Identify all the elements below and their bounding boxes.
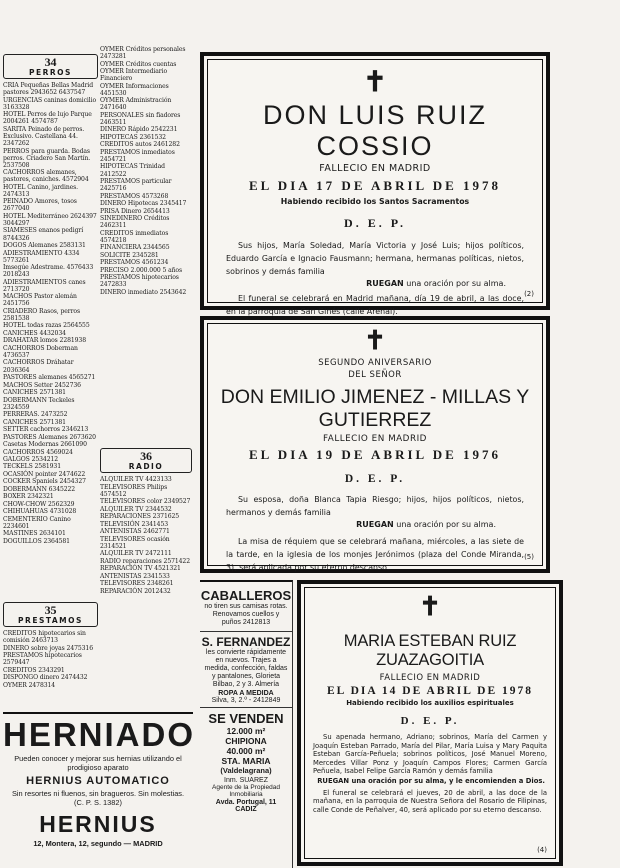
- classifieds-column-2: [100, 46, 192, 444]
- classified-item: PRESTAMOS hipotecarios 2579447: [3, 652, 82, 667]
- sacraments: Habiendo recibido los auxilios espirituales: [346, 699, 514, 707]
- anniversary: SEGUNDO ANIVERSARIO: [318, 358, 432, 368]
- family-list: Sus hijos, María Soledad, María Victoria y José Luis; hijos políticos, Eduardo García e Ignacio Fausmann; hermana, hermanas políticas, nietos, sobrinos y demás familia: [226, 241, 524, 276]
- classified-item: DRAHATAR lomos 2281938: [3, 337, 86, 345]
- dep: D. E. P.: [344, 473, 406, 485]
- section-number: 36: [140, 449, 152, 463]
- classified-item: CANICHES 2571381: [3, 418, 66, 426]
- classified-list-prestamos: [3, 630, 98, 689]
- ad-code: (5): [524, 553, 534, 561]
- deceased-name: MARIA ESTEBAN RUIZ ZUAZAGOITIA: [343, 632, 517, 669]
- classified-item: SINEDINERO Créditos 2462311: [100, 215, 170, 230]
- classified-item: ADIESTRAMIENTO 4334 5773261: [3, 249, 80, 264]
- ad-headline: HERNIADO: [3, 716, 196, 753]
- classified-item: TELEVISORES ocasión 2314521: [100, 535, 170, 550]
- died-in: FALLECIO EN MADRID: [379, 673, 481, 683]
- ruegan-bold: RUEGAN: [356, 520, 394, 529]
- classified-item: PRESTAMOS inmediatos 2454721: [100, 148, 175, 163]
- sacraments: Habiendo recibido los Santos Sacramentos: [280, 197, 470, 206]
- classified-item: ANTENISTAS 2462771: [100, 528, 170, 536]
- hernius-ad: [3, 712, 196, 868]
- funeral-text: El funeral se celebrará el jueves, 20 de abril, a las doce de la mañana, en la parroquia de Nuestra Señora del Rosario de Filipinas, calle Conde de Peñalver, 40, será aplicado por su eterno descanso.: [313, 788, 547, 814]
- classified-item: PASTORES Alemanes 2673620: [3, 433, 96, 441]
- died-in: FALLECIO EN MADRID: [323, 434, 427, 444]
- classified-item: TECKELS 2581931: [3, 463, 61, 471]
- classified-item: ALQUILER TV 2344532: [100, 505, 172, 513]
- classified-item: PRESTAMOS 4573268: [100, 192, 169, 200]
- classified-item: PEINADO Amores, tosos 2677040: [3, 198, 77, 213]
- classified-item: HOTEL Perros de lujo Parque 2004261 4574787: [3, 111, 92, 126]
- venden-area-1: 12.000 m²: [226, 725, 266, 736]
- cross-icon: ✝: [364, 326, 386, 356]
- classified-item: Casetas Modernas 2661090: [3, 441, 87, 449]
- classified-item: HOTEL Mediterráneo 2624397 3044297: [3, 212, 97, 227]
- classified-item: PRESTAMOS 4561234: [100, 259, 169, 267]
- ad-text-2: Sin resortes ni fluenos, sin bragueros. Sin molestias. (C. P. S. 1382): [11, 789, 185, 807]
- venden-title: SE VENDEN: [208, 710, 284, 726]
- classified-item: MACHOS Pastor alemán 2451756: [3, 293, 77, 308]
- obituary-luis-ruiz-cossio: [200, 52, 550, 316]
- classifieds-column-1: [3, 52, 98, 597]
- classified-list-perros: [3, 82, 98, 545]
- fernandez-text: les convierte rápidamente en nuevos. Trajes a medida, confección, faldas y pantalones, Glorieta Bilbao, 2 y 3. Almería: [204, 648, 288, 689]
- classifieds-prestamos: [3, 600, 98, 710]
- ad-text: Pueden conocer y mejorar sus hernias utilizando el prodigioso aparato: [14, 754, 182, 772]
- classified-item: TELEVISIÓN 2341453: [100, 520, 169, 528]
- ad-code: (2): [524, 290, 534, 298]
- classified-item: CANICHES 4432034: [3, 329, 66, 337]
- classified-item: CANICHES 2571381: [3, 389, 66, 397]
- fernandez-tag: ROPA A MEDIDA: [218, 689, 274, 697]
- ad-code: (4): [537, 846, 547, 854]
- classifieds-radio: [100, 446, 192, 708]
- classified-item: DOBERMANN 6345222: [3, 485, 76, 493]
- classified-item: CREDITOS autos 2461282: [100, 141, 180, 149]
- ad-address: 12, Montera, 12, segundo — MADRID: [33, 839, 163, 848]
- classified-item: REPARACIÓN 2012432: [100, 587, 171, 595]
- deceased-name: DON LUIS RUIZ COSSIO: [262, 100, 488, 161]
- classified-item: HOTEL Canino, jardines. 2474313: [3, 183, 79, 198]
- cross-icon: ✝: [419, 592, 441, 622]
- ruegan: RUEGAN una oración por su alma, y le encomienden a Dios.: [317, 776, 545, 785]
- classified-item: TELEVISORES 2348261: [100, 580, 174, 588]
- classified-item: TELEVISORES color 2349527: [100, 498, 191, 506]
- classified-item: MACHOS Setter 2452736: [3, 381, 81, 389]
- classified-item: HOTEL todas razas 2564555: [3, 322, 90, 330]
- classified-item: MASTINES 2634101: [3, 530, 66, 538]
- classified-item: OYMER Informaciones 4451530: [100, 82, 169, 97]
- ruegan-rest: una oración por su alma.: [396, 520, 496, 529]
- caballeros-title: CABALLEROS: [200, 588, 292, 603]
- classified-item: TELEVISORES Philips 4574512: [100, 483, 168, 498]
- classified-item: URGENCIAS caninas domicilio 3163328: [3, 96, 97, 111]
- venden-place-2: STA. MARIA: [221, 755, 271, 766]
- classified-item: ADIESTRAMIENTOS canes 2713720: [3, 278, 86, 293]
- classified-item: SOLICITE 2345281: [100, 251, 159, 259]
- section-label: RADIO: [128, 462, 164, 471]
- section-number: 35: [44, 603, 57, 617]
- classified-item: DOGOS Alemanes 2583131: [3, 242, 86, 250]
- classified-item: CACHORROS 4569024: [3, 448, 73, 456]
- classified-item: COCKER Spaniels 2454327: [3, 478, 86, 486]
- classified-item: DINERO inmediato 2543642: [100, 288, 187, 296]
- funeral-text: El funeral se celebrará en Madrid mañana, día 19 de abril, a las doce, en la parroquia de San Ginés (calle Arenal).: [226, 294, 524, 316]
- ad-name: HERNIUS: [39, 811, 157, 837]
- classified-item: SETTER cachorros 2346213: [3, 426, 89, 434]
- classified-item: PRISA Dinero 2654413: [100, 207, 170, 215]
- date-of-death: EL DIA 19 DE ABRIL DE 1976: [248, 447, 502, 462]
- venden-place-detail: (Valdelagrana): [220, 765, 272, 775]
- section-header-36: [100, 448, 192, 473]
- classified-item: ALQUILER TV 4423133: [100, 476, 172, 484]
- section-label: PERROS: [29, 68, 72, 77]
- venden-area-2: 40.000 m²: [226, 745, 266, 756]
- date-of-death: EL DIA 17 DE ABRIL DE 1978: [248, 178, 502, 193]
- classified-item: CREDITOS hipotecarios sin comisión 2463713: [3, 630, 86, 645]
- classified-item: CEMENTERIO Canino 2234601: [3, 515, 71, 530]
- classified-item: PASTORES alemanes 4565271: [3, 374, 96, 382]
- classified-item: DOGUILLOS 2364581: [3, 537, 70, 545]
- venden-agent: Inm. SUAREZ: [224, 776, 268, 784]
- classified-item: OCASIÓN pointer 2474622: [3, 470, 86, 478]
- fernandez-address: Silva, 3, 2.º - 2412849: [211, 696, 281, 704]
- del-senor: DEL SEÑOR: [348, 370, 402, 380]
- classified-item: CACHORROS Doberman 4736537: [3, 344, 78, 359]
- classified-item: PRESTAMOS particular 2425716: [100, 177, 172, 193]
- mass-text: La misa de réquiem que se celebrará mañana, miércoles, a las siete de la tarde, en la iglesia de los monjes Jerónimos (plaza del Conde Miranda, 3), será aplicada por su eterno descanso.: [226, 537, 524, 572]
- classified-item: OYMER Créditos cuentas: [100, 60, 177, 68]
- classified-item: PERRERAS. 2473252: [3, 411, 68, 419]
- fernandez-title: S. FERNANDEZ: [201, 634, 291, 649]
- classified-item: PERSONALES sin fiadores 2463511: [100, 111, 181, 126]
- classified-item: ALQUILER TV 2472111: [100, 550, 172, 558]
- date-of-death: EL DIA 14 DE ABRIL DE 1978: [326, 685, 533, 697]
- classified-item: PRESTAMOS hipotecarios 2472833: [100, 274, 179, 289]
- classified-item: OYMER Créditos personales 2473281: [100, 46, 186, 61]
- classified-item: CRIA Pequeñas Bellas Madrid pastores 2943652 6437547: [3, 82, 93, 97]
- classified-item: OYMER Administración 2471640: [100, 97, 172, 112]
- classified-item: GALGOS 2534212: [3, 455, 59, 463]
- classified-item: SIAMESES enanos pedigrí 8744326: [3, 227, 84, 242]
- deceased-name: DON EMILIO JIMENEZ - MILLAS Y GUTIERREZ: [220, 386, 530, 431]
- classified-item: DOBERMANN Teckeles 2324559: [3, 396, 75, 411]
- classified-item: DINERO Hipotecas 2345417: [100, 200, 187, 208]
- classified-item: CREDITOS inmediatos 4574218: [100, 229, 169, 244]
- section-header-35: [3, 602, 98, 627]
- obituary-maria-esteban: [297, 580, 563, 866]
- classified-item: CRIADERO Rasos, perros 2581538: [3, 307, 81, 322]
- obituary-emilio-jimenez-millas: [200, 316, 550, 573]
- classified-item: REPARACIONES 2371625: [100, 513, 180, 521]
- classified-item: CHOW-CHOW 2562329: [3, 500, 75, 508]
- classified-item: CREDITOS 2343291: [3, 666, 65, 674]
- died-in: FALLECIO EN MADRID: [319, 163, 431, 174]
- classified-item: DINERO sobre joyas 2475316: [3, 644, 93, 652]
- classified-list-creditos: [100, 46, 192, 296]
- cross-icon: ✝: [363, 65, 387, 98]
- section-label: PRESTAMOS: [18, 616, 83, 625]
- ad-brand: HERNIUS AUTOMATICO: [26, 775, 170, 787]
- classified-item: ANTENISTAS 2341533: [100, 572, 170, 580]
- classified-item: SARITA Peinado de perros. Exclusivo. Castellana 44. 2347262: [3, 125, 85, 148]
- classified-item: REPARACIÓN TV 4521321: [100, 565, 181, 573]
- classified-item: CHIHUAHUAS 4731028: [3, 508, 77, 516]
- classified-item: OYMER 2478314: [3, 681, 56, 689]
- small-ads-column: [200, 580, 293, 868]
- classified-item: BOXER 2342321: [3, 493, 54, 501]
- venden-address: Avda. Portugal, 11: [215, 798, 277, 806]
- classified-item: RADIO reparaciones 2571422: [100, 557, 190, 565]
- classified-item: FINANCIERA 2344565: [100, 244, 170, 252]
- venden-agent-desc: Agente de la Propiedad Inmobiliaria: [212, 783, 280, 799]
- dep: D. E. P.: [344, 216, 406, 230]
- venden-place-1: CHIPIONA: [225, 735, 267, 746]
- classified-item: DISPONGO dinero 2474432: [3, 674, 88, 682]
- ruegan-rest: una oración por su alma.: [406, 279, 506, 288]
- caballeros-text: no tiren sus camisas rotas. Renovamos cuellos y puños 2412813: [204, 603, 288, 627]
- classified-list-radio: [100, 476, 192, 595]
- classified-item: CACHORROS Dráhatar 2036364: [3, 359, 74, 374]
- classified-item: DINERO Rápido 2542231: [100, 126, 178, 134]
- dep: D. E. P.: [400, 715, 460, 727]
- section-header-34: [3, 54, 98, 79]
- classified-item: Imsegúe Adestrame. 4576433 2018243: [3, 264, 94, 279]
- family-list: Su esposa, doña Blanca Tapia Riesgo; hijos, hijos políticos, nietos, hermanos y demás familia: [226, 495, 524, 517]
- classified-item: PERROS para guarda. Bodas perros. Criadero San Martín. 2537508: [3, 147, 91, 169]
- ruegan-bold: RUEGAN: [366, 279, 404, 288]
- classified-item: CACHORROS alemanes, pastores, caniches. 4572904: [3, 169, 89, 184]
- classified-item: HIPOTECAS 2361532: [100, 133, 166, 141]
- section-number: 34: [44, 55, 57, 69]
- family-list: Su apenada hermano, Adriano; sobrinos, María del Carmen y Joaquín Esteban Parrado, María del Pilar, María Luisa y Mary Paquita Esteban García-Peñuela; sobrinos políticos, José Manuel Moreno, Mercedes Villar Ponz y Joaquín Campos Flores; Carmen García Peñuela, Isabel Felipe García Ramón y demás familia: [313, 733, 547, 776]
- classified-item: HIPOTECAS Trinidad 2412522: [100, 163, 165, 178]
- classified-item: OYMER Intermediario Financiero: [100, 68, 168, 83]
- classified-item: PRECISO 2.000.000 5 años: [100, 266, 183, 274]
- venden-city: CADIZ: [235, 805, 257, 813]
